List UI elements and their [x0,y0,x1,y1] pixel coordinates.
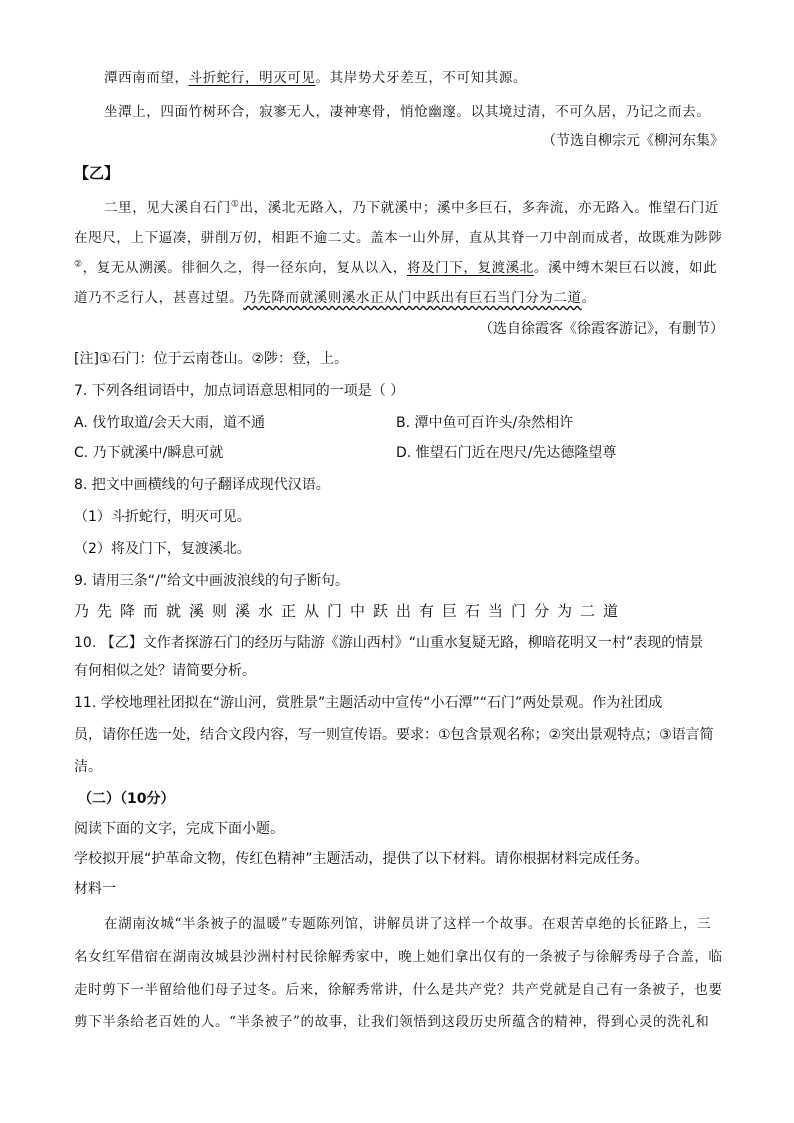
section-2-heading: （二）（10分） [78,791,175,807]
yi-line-3-post: 。溪中缚木架巨石以渡，如此 [533,260,718,276]
yi-line-4-post: 。 [581,290,596,306]
jia-source: （节选自柳宗元《柳河东集》 [542,133,724,149]
yi-line-1 [104,196,724,216]
q7-stem: 7. 下列各组词语中，加点词语意思相同的一项是（ ） [74,383,405,399]
yi-line-4-pre: 道乃不乏行人，甚喜过望。 [74,290,244,306]
footnotes: [注]①石门：位于云南苍山。②陟：登，上。 [74,351,349,367]
jia-line-1-post: 。其岸势犬牙差互，不可知其源。 [315,70,528,86]
material-1-line-3: 走时剪下一半留给他们母子过冬。后来，徐解秀常讲，什么是共产党？共产党就是自己有一条被子，也要 [74,982,723,998]
material-1-line-1: 在湖南汝城“半条被子的温暖”专题陈列馆，讲解员讲了这样一个故事。在艰苦卓绝的长征路上，三 [104,916,712,932]
material-1-line-2: 名女红军借宿在湖南汝城县沙洲村村民徐解秀家中，晚上她们拿出仅有的一条被子与徐解秀母子合盖，临 [74,949,723,965]
jia-line-2: 坐潭上，四面竹树环合，寂寥无人，凄神寒骨，悄怆幽邃。以其境过清，不可久居，乃记之而去。 [104,104,711,120]
q8-sentence-1: （1）斗折蛇行，明灭可见。 [74,509,251,525]
note-mark-1: ① [230,199,240,210]
q9-stem: 9. 请用三条“/”给文中画波浪线的句子断句。 [74,573,350,589]
q7-option-b[interactable]: B. 潭中鱼可百许头/杂然相许 [396,415,574,431]
yi-line-3-pre: ，复无从溯溪。徘徊久之，得一径东向，复从以入， [82,260,407,276]
yi-underlined-sentence: 将及门下，复渡溪北 [406,260,534,276]
yi-line-1-a: 二里，见大溪自石门 [104,200,231,216]
yi-wavy-sentence: 乃先降而就溪则溪水正从门中跃出有巨石当门分为二道 [243,290,582,306]
q10-line-1: 10. 【乙】文作者探游石门的经历与陆游《游山西村》“山重水复疑无路，柳暗花明又一村”表现的情景 [74,635,704,651]
q8-stem: 8. 把文中画横线的句子翻译成现代汉语。 [74,477,330,493]
note-mark-2: ② [74,259,83,270]
q8-sentence-2: （2）将及门下，复渡溪北。 [74,541,251,557]
yi-line-3 [74,256,724,276]
yi-source: （选自徐霞客《徐霞客游记》，有删节） [479,321,724,337]
q11-line-1: 11. 学校地理社团拟在“游山河，赏胜景”主题活动中宣传“小石潭”“石门”两处景观。作为社团成 [74,695,663,711]
section-2-intro: 阅读下面的文字，完成下面小题。 [74,821,284,837]
jia-underlined-sentence: 斗折蛇行，明灭可见 [188,70,316,86]
yi-heading: 【乙】 [74,164,120,182]
q7-option-a[interactable]: A. 伐竹取道/会天大雨，道不通 [74,415,265,431]
yi-line-4 [74,286,724,306]
material-1-label: 材料一 [74,881,116,897]
q11-line-3: 洁。 [74,759,102,775]
q10-line-2: 有何相似之处？请简要分析。 [74,663,256,679]
q7-option-c[interactable]: C. 乃下就溪中/瞬息可就 [74,445,224,461]
yi-line-1-b: 出，溪北无路入，乃下就溪中；溪中多巨石，多奔流，亦无路入。惟望石门近 [239,200,719,216]
yi-line-2: 在咫尺，上下逼凑，骈削万仞，相距不逾二丈。盖本一山外屏，直从其脊一刀中剖而成者，故既难为陟陟 [74,230,723,246]
section-2-task: 学校拟开展“护革命文物，传红色精神”主题活动，提供了以下材料。请你根据材料完成任务。 [74,851,649,867]
material-1-line-4: 剪下半条给老百姓的人。“半条被子”的故事，让我们领悟到这段历史所蕴含的精神，得到心灵的洗礼和 [74,1014,710,1030]
q7-option-d[interactable]: D. 惟望石门近在咫尺/先达德隆望尊 [396,445,617,461]
jia-line-1-pre: 潭西南而望， [104,70,189,86]
jia-line-1 [104,66,724,86]
q11-line-2: 员，请你任选一处，结合文段内容，写一则宣传语。要求：①包含景观名称；②突出景观特点；③语言简 [74,727,714,743]
q9-sentence: 乃先降而就溪则溪水正从门中跃出有巨石当门分为二道 [74,602,627,620]
